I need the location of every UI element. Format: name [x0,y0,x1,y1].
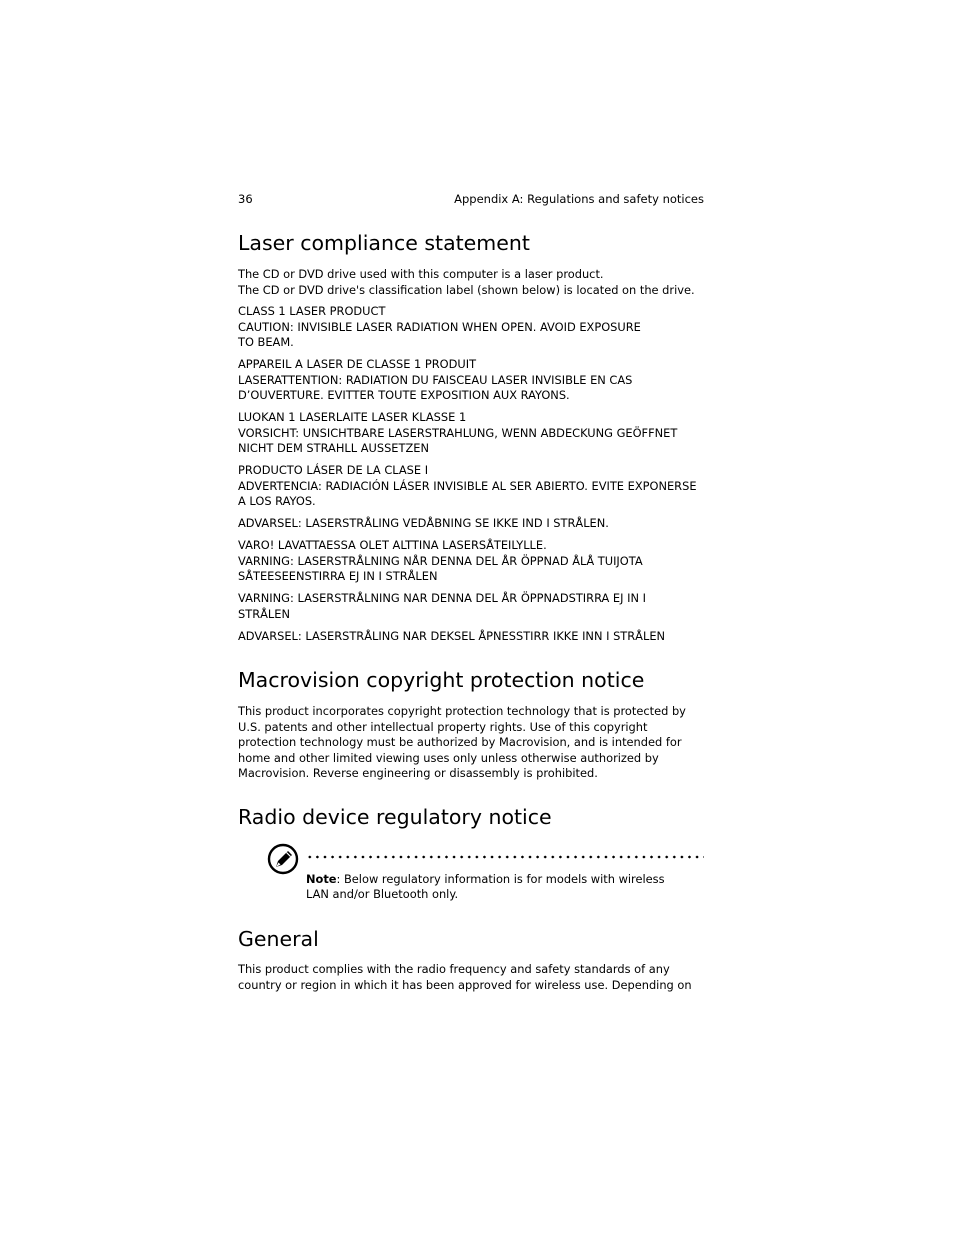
macrovision-heading: Macrovision copyright protection notice [238,668,645,692]
laser-notice-swedish: VARNING: LASERSTRÅLNING NAR DENNA DEL ÅR ÖPPNADSTIRRA EJ IN I STRÅLEN [238,591,646,621]
chapter-title: Appendix A: Regulations and safety notices [454,192,704,206]
note-pen-icon [267,843,299,875]
laser-notice-english: CLASS 1 LASER PRODUCT CAUTION: INVISIBLE LASER RADIATION WHEN OPEN. AVOID EXPOSURE TO BEAM. [238,304,641,350]
note-label: Note [306,872,337,886]
page-number: 36 [238,192,253,206]
general-heading: General [238,927,319,951]
running-header [238,192,704,206]
laser-notice-finnish-german: LUOKAN 1 LASERLAITE LASER KLASSE 1 VORSICHT: UNSICHTBARE LASERSTRAHLUNG, WENN ABDECKUNG GEÖFFNET NICHT DEM STRAHLL AUSSETZEN [238,410,678,456]
note-divider [306,855,704,859]
laser-notice-french: APPAREIL A LASER DE CLASSE 1 PRODUIT LASERATTENTION: RADIATION DU FAISCEAU LASER INVISIBLE EN CAS D’OUVERTURE. EVITTER TOUTE EXPOSITION AUX RAYONS. [238,357,633,403]
general-body: This product complies with the radio frequency and safety standards of any country or region in which it has been approved for wireless use. Depending on [238,962,692,992]
laser-heading: Laser compliance statement [238,231,530,255]
radio-heading: Radio device regulatory notice [238,805,552,829]
macrovision-body: This product incorporates copyright protection technology that is protected by U.S. patents and other intellectual property rights. Use of this copyright protection technology must be authorized by Macrovision, and is intended for home and other limited viewing uses only unless otherwise authorized by Macrovision. Reverse engineering or disassembly is prohibited. [238,704,686,781]
laser-notice-norwegian: ADVARSEL: LASERSTRÅLING NAR DEKSEL ÅPNESSTIRR IKKE INN I STRÅLEN [238,629,666,643]
laser-notice-finnish-swedish: VARO! LAVATTAESSA OLET ALTTINA LASERSÅTEILYLLE. VARNING: LASERSTRÅLNING NÅR DENNA DEL ÅR ÖPPNAD ÅLÅ TUIJOTA SÅTEESEENSTIRRA EJ IN I STRÅLEN [238,538,643,584]
laser-intro: The CD or DVD drive used with this computer is a laser product. The CD or DVD drive's classification label (shown below) is located on the drive. [238,267,695,297]
note-text: Note: Below regulatory information is for models with wireless LAN and/or Bluetooth only. [306,872,665,902]
laser-notice-spanish: PRODUCTO LÁSER DE LA CLASE I ADVERTENCIA: RADIACIÓN LÁSER INVISIBLE AL SER ABIERTO. EVITE EXPONERSE A LOS RAYOS. [238,463,697,509]
laser-notice-danish: ADVARSEL: LASERSTRÅLING VEDÅBNING SE IKKE IND I STRÅLEN. [238,516,609,530]
